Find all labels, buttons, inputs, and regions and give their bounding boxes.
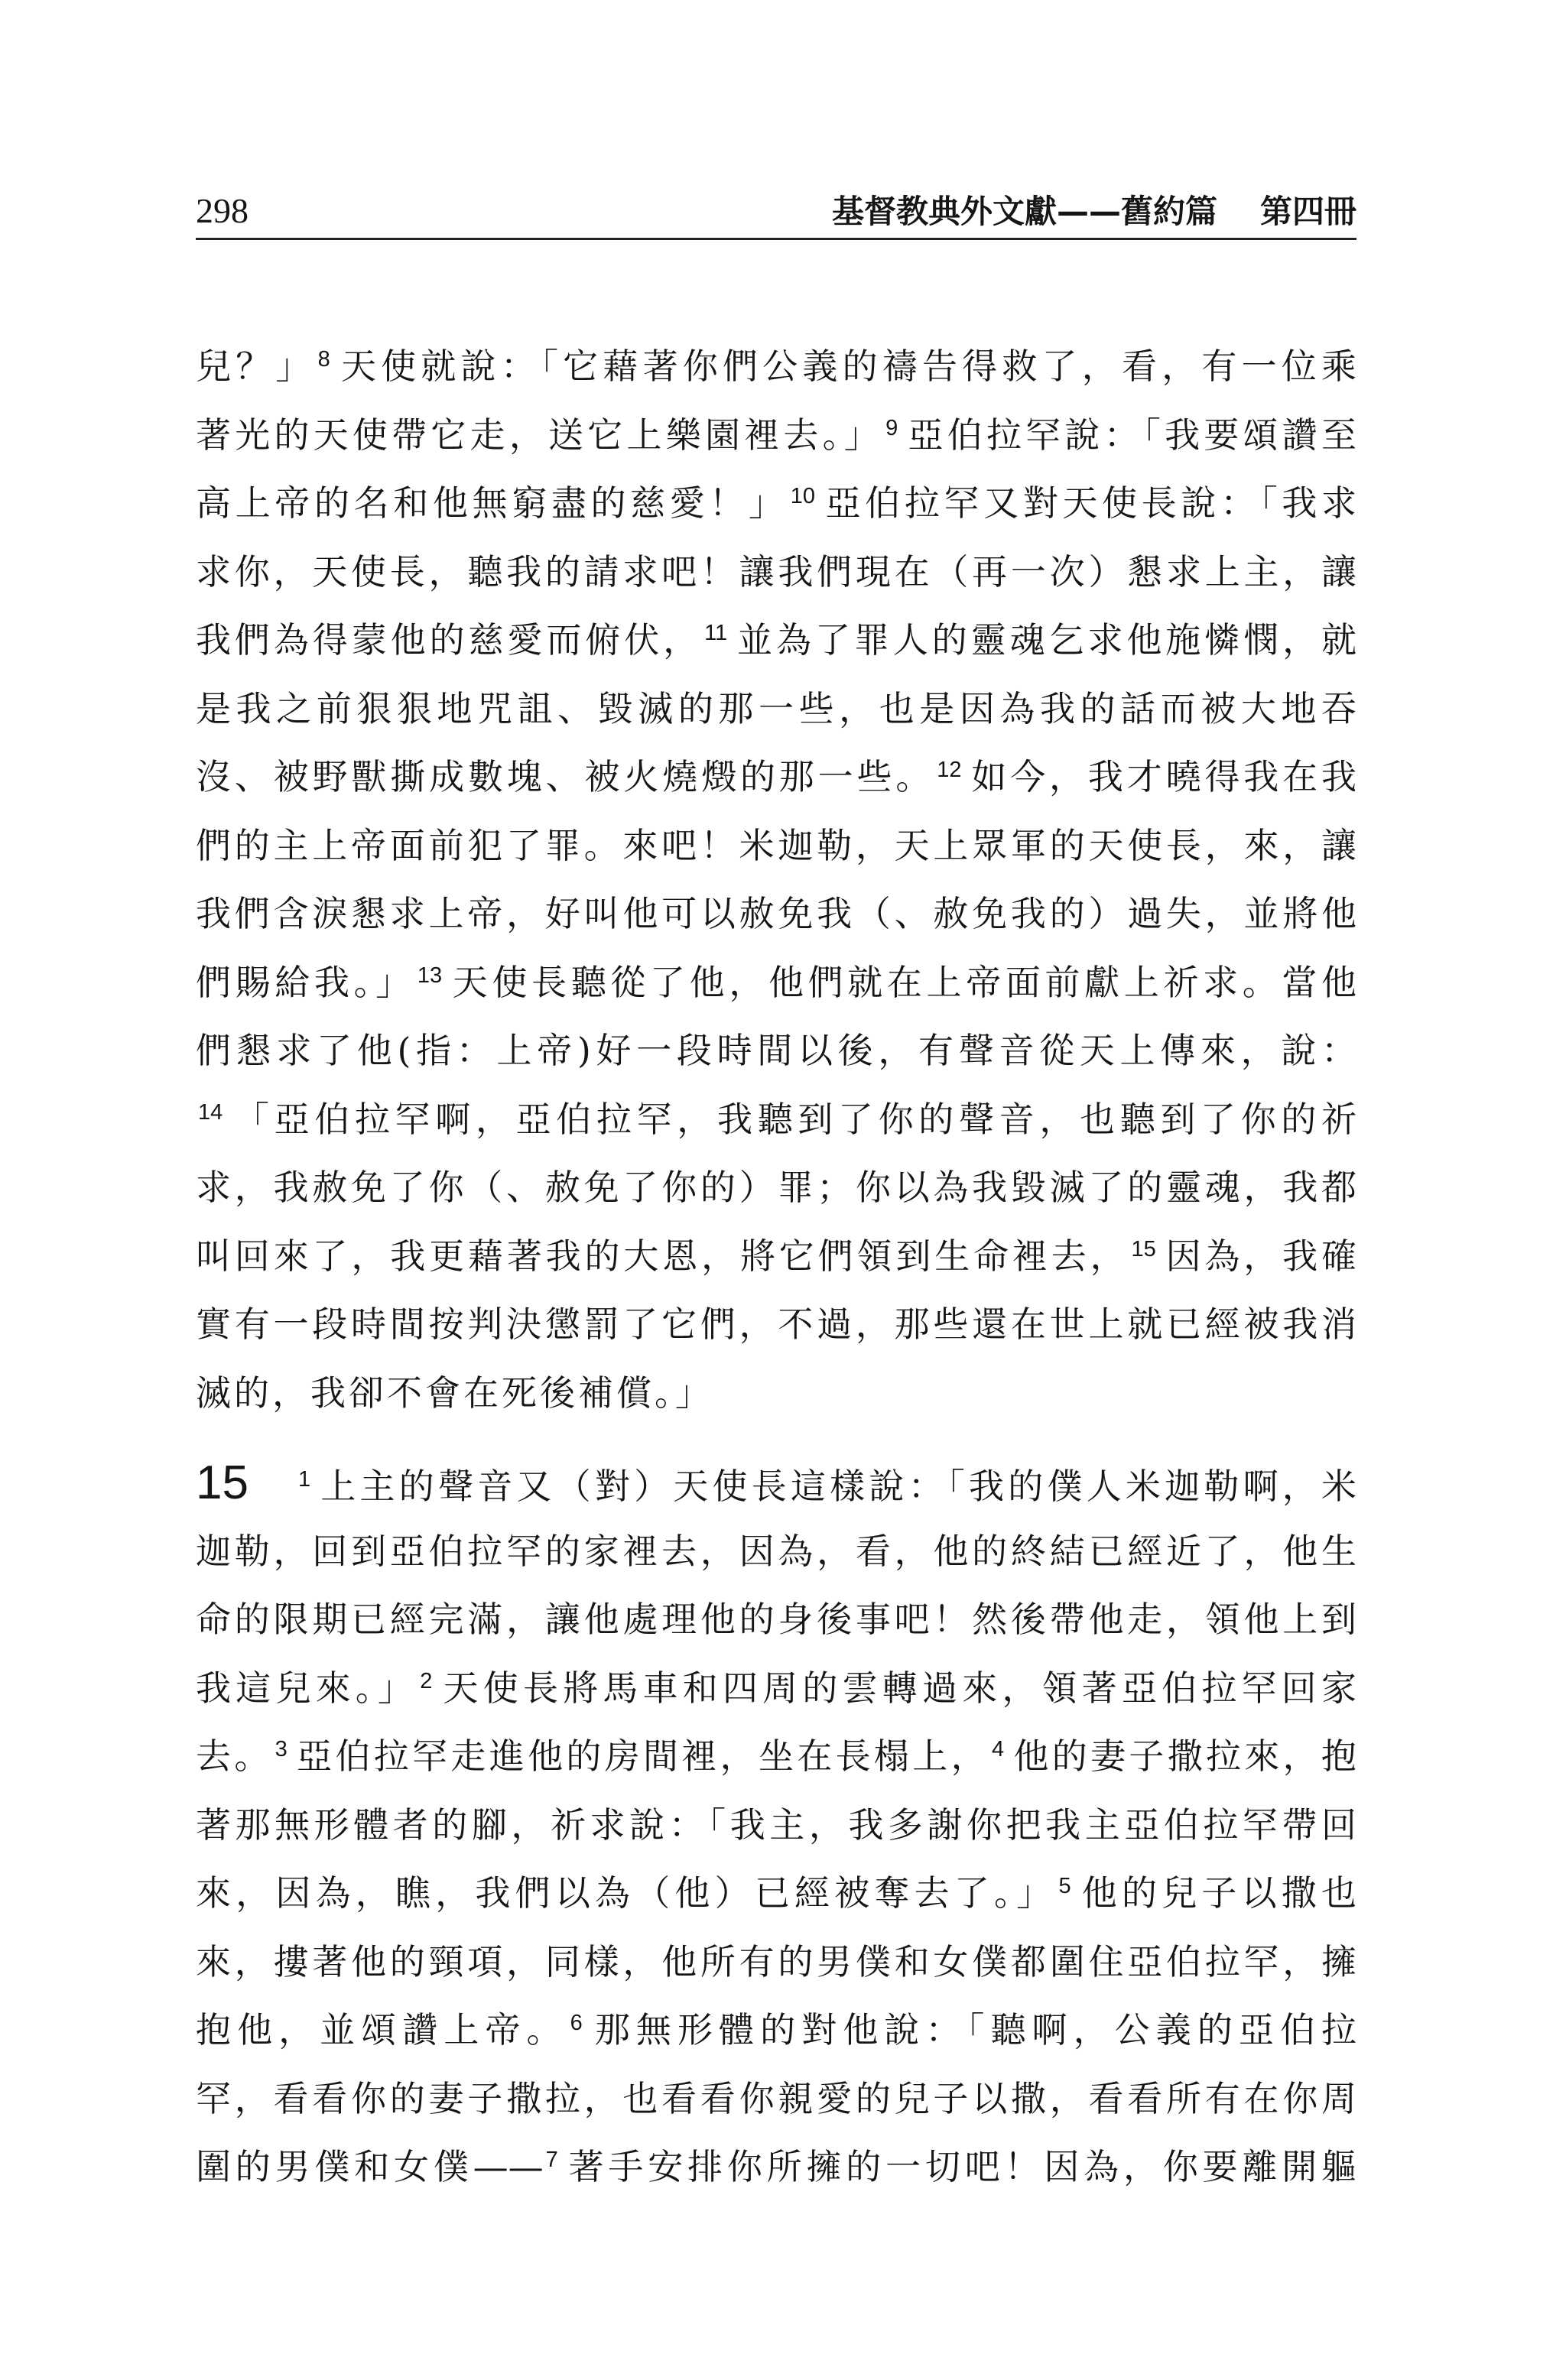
text-run: 亞伯拉罕說：「我要頌讚至 [904,414,1356,456]
text-line [196,2065,1356,2134]
verse-number: 13 [417,963,443,988]
text-line [196,1086,1356,1154]
running-title-group [832,189,1356,235]
text-run: 著那無形體者的腳，祈求說：「我主，我多謝你把我主亞伯拉罕帶回 [196,1804,1356,1846]
text-line [196,469,1356,538]
text-run: 他的妻子撒拉來，抱 [1010,1735,1356,1777]
body-text [196,333,1356,2202]
text-line [196,812,1356,881]
text-line [196,1291,1356,1359]
verse-number: 7 [545,2148,558,2172]
text-line [196,538,1356,607]
verse-number: 11 [704,621,728,645]
text-run: 天使長將馬車和四周的雲轉過來，領著亞伯拉罕回家 [438,1667,1356,1709]
text-run: 亞伯拉罕又對天使長說：「我求 [820,482,1356,524]
text-run: 實有一段時間按判決懲罰了它們，不過，那些還在世上就已經被我消 [196,1304,1356,1345]
text-line [196,1222,1356,1291]
text-run: 高上帝的名和他無窮盡的慈愛！」 [196,482,788,524]
text-run: 兒？」 [196,346,316,387]
text-line [196,743,1356,812]
text-run: 滅的，我卻不會在死後補償。」 [196,1372,713,1414]
text-line [196,1928,1356,1997]
text-line [196,401,1356,470]
text-run: 如今，我才曉得我在我 [967,756,1356,797]
verse-number: 14 [198,1099,223,1125]
text-run: 他的兒子以撒也 [1077,1872,1356,1914]
verse-number: 6 [570,2011,583,2035]
text-run: 是我之前狠狠地咒詛、毀滅的那一些，也是因為我的話而被大地吞 [196,687,1356,729]
text-run: 天使就說：「它藉著你們公義的禱告得救了，看，有一位乘 [336,346,1356,387]
verse-number: 10 [790,484,815,508]
text-run: 我們含淚懇求上帝，好叫他可以赦免我（、赦免我的）過失，並將他 [196,893,1356,934]
text-line [196,2133,1356,2202]
text-run: 亞伯拉罕走進他的房間裡，坐在長榻上， [293,1735,989,1777]
text-run: 沒、被野獸撕成數塊、被火燒燬的那一些。 [196,756,935,797]
text-line [196,1722,1356,1791]
verse-number: 3 [275,1737,288,1761]
text-run: 因為，我確 [1162,1235,1356,1277]
text-run: 著手安排你所擁的一切吧！因為，你要離開軀 [564,2146,1356,2187]
text-run: 我們為得蒙他的慈愛而俯伏， [196,619,703,661]
paragraph-chapter-start [196,1449,1356,2202]
text-run: 迦勒，回到亞伯拉罕的家裡去，因為，看，他的終結已經近了，他生 [196,1530,1356,1572]
text-line [196,333,1356,401]
text-run: 抱他，並頌讚上帝。 [196,2009,568,2050]
text-run: 命的限期已經完滿，讓他處理他的身後事吧！然後帶他走，領他上到 [196,1599,1356,1640]
text-line [196,1654,1356,1723]
text-run: 叫回來了，我更藉著我的大恩，將它們領到生命裡去， [196,1235,1129,1277]
text-run: 求，我赦免了你（、赦免了你的）罪；你以為我毀滅了的靈魂，我都 [196,1167,1356,1208]
text-line [196,1359,1356,1428]
text-run: 那無形體的對他說：「聽啊，公義的亞伯拉 [588,2009,1356,2050]
text-run: 我這兒來。」 [196,1667,418,1709]
verse-number: 8 [317,347,330,372]
text-line [196,949,1356,1018]
text-run: 們的主上帝面前犯了罪。來吧！米迦勒，天上眾軍的天使長，來，讓 [196,824,1356,866]
text-line [196,1449,1356,1518]
text-line [196,1017,1356,1086]
text-run: 們懇求了他(指：上帝)好一段時間以後，有聲音從天上傳來，說： [196,1030,1356,1071]
text-run: 來，因為，瞧，我們以為（他）已經被奪去了。」 [196,1872,1057,1914]
verse-number: 12 [937,758,962,782]
text-line [196,606,1356,675]
text-run: 並為了罪人的靈魂乞求他施憐憫，就 [733,619,1356,661]
header-rule [196,238,1356,240]
text-run: 求你，天使長，聽我的請求吧！讓我們現在（再一次）懇求上主，讓 [196,550,1356,593]
verse-number: 1 [297,1467,311,1492]
text-line [196,1859,1356,1928]
verse-number: 2 [420,1668,433,1693]
text-run: 罕，看看你的妻子撒拉，也看看你親愛的兒子以撒，看看所有在你周 [196,2077,1356,2119]
text-line [196,1154,1356,1222]
text-run: 們賜給我。」 [196,961,415,1003]
text-line [196,675,1356,744]
verse-number: 15 [1131,1236,1156,1261]
text-line [196,1791,1356,1860]
text-run: 「亞伯拉罕啊，亞伯拉罕，我聽到了你的聲音，也聽到了你的祈 [229,1098,1356,1140]
running-title: 基督教典外文獻——舊約篇 [831,193,1217,230]
text-run: 圍的男僕和女僕—— [196,2146,544,2187]
text-run: 上主的聲音又（對）天使長這樣說：「我的僕人米迦勒啊，米 [317,1466,1356,1507]
text-run: 來，摟著他的頸項，同樣，他所有的男僕和女僕都圍住亞伯拉罕，擁 [196,1940,1356,1982]
verse-number: 5 [1058,1874,1071,1898]
running-header [196,188,1356,234]
text-run: 著光的天使帶它走，送它上樂園裡去。」 [196,414,884,456]
text-run: 天使長聽從了他，他們就在上帝面前獻上祈求。當他 [448,961,1356,1003]
text-line [196,1996,1356,2065]
text-run: 去。 [196,1735,273,1777]
verse-number: 9 [885,415,898,440]
paragraph-continued [196,333,1356,1427]
volume-label: 第四冊 [1259,193,1356,230]
verse-number: 4 [991,1737,1005,1761]
chapter-number: 15 [196,1456,249,1509]
text-line [196,1586,1356,1654]
text-line [196,880,1356,949]
text-line [196,1518,1356,1586]
page-number: 298 [196,191,249,230]
